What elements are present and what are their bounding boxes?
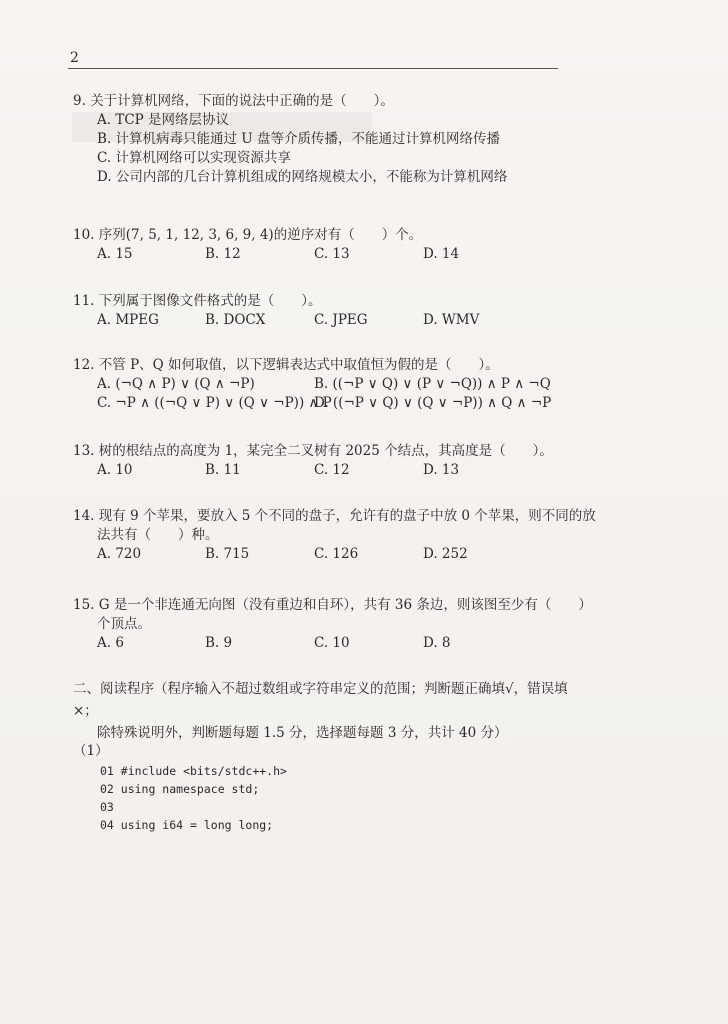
option-b: B. 11	[205, 462, 241, 478]
option-d: D. 8	[423, 635, 451, 651]
code-line: 03	[100, 800, 114, 814]
option-c: C. 计算机网络可以实现资源共享	[97, 150, 291, 166]
option-b: B. 9	[205, 635, 233, 651]
code-line: 01 #include <bits/stdc++.h>	[100, 764, 287, 778]
option-d: D. 公司内部的几台计算机组成的网络规模太小，不能称为计算机网络	[97, 169, 508, 185]
page-number: 2	[70, 50, 79, 66]
option-c: C. 126	[314, 546, 359, 562]
option-c: C. ¬P ∧ ((¬Q ∨ P) ∨ (Q ∨ ¬P)) ∧ P	[97, 395, 332, 411]
section-heading-line2: 除特殊说明外，判断题每题 1.5 分，选择题每题 3 分，共计 40 分）	[97, 725, 508, 741]
subsection-label: （1）	[73, 743, 109, 759]
question-stem: 12. 不管 P、Q 如何取值，以下逻辑表达式中取值恒为假的是（ ）。	[73, 357, 499, 373]
option-c: C. 12	[314, 462, 350, 478]
section-heading-line1: 二、阅读程序（程序输入不超过数组或字符串定义的范围；判断题正确填√，错误填×；	[73, 681, 568, 719]
option-c: C. 10	[314, 635, 350, 651]
option-a: A. 15	[97, 246, 133, 262]
option-a: A. 720	[97, 546, 142, 562]
question-10	[73, 226, 460, 264]
question-stem: 9. 关于计算机网络，下面的说法中正确的是（ ）。	[73, 93, 394, 109]
question-12	[73, 356, 552, 413]
question-stem: 11. 下列属于图像文件格式的是（ ）。	[73, 293, 322, 309]
option-b: B. 计算机病毒只能通过 U 盘等介质传播，不能通过计算机网络传播	[97, 131, 500, 147]
header-rule	[68, 68, 558, 69]
option-c: C. 13	[314, 246, 350, 262]
section-heading	[73, 678, 573, 744]
question-9	[73, 92, 507, 187]
option-b: B. 12	[205, 246, 241, 262]
question-stem: 14. 现有 9 个苹果，要放入 5 个不同的盘子，允许有的盘子中放 0 个苹果，则不同的放	[73, 508, 596, 524]
option-a: A. 6	[97, 635, 124, 651]
option-d: D. 252	[423, 546, 468, 562]
question-11	[73, 292, 480, 330]
question-13	[73, 442, 553, 480]
code-line: 04 using i64 = long long;	[100, 818, 274, 832]
question-stem-continued: 个顶点。	[97, 616, 151, 632]
option-d: D. ((¬P ∨ Q) ∨ (Q ∨ ¬P)) ∧ Q ∧ ¬P	[314, 395, 552, 411]
question-stem: 10. 序列(7, 5, 1, 12, 3, 6, 9, 4)的逆序对有（ ）个。	[73, 227, 423, 243]
option-b: B. 715	[205, 546, 250, 562]
option-a: A. 10	[97, 462, 133, 478]
option-d: D. 13	[423, 462, 460, 478]
option-c: C. JPEG	[314, 312, 368, 328]
question-stem-continued: 法共有（ ）种。	[97, 527, 219, 543]
option-d: D. 14	[423, 246, 460, 262]
option-a: A. (¬Q ∧ P) ∨ (Q ∧ ¬P)	[97, 376, 255, 392]
question-15	[73, 596, 592, 653]
option-a: A. MPEG	[97, 312, 159, 328]
option-d: D. WMV	[423, 312, 480, 328]
option-b: B. ((¬P ∨ Q) ∨ (P ∨ ¬Q)) ∧ P ∧ ¬Q	[314, 376, 551, 392]
option-b: B. DOCX	[205, 312, 266, 328]
question-stem: 13. 树的根结点的高度为 1，某完全二叉树有 2025 个结点，其高度是（ ）。	[73, 443, 553, 459]
question-14	[73, 507, 596, 564]
code-line: 02 using namespace std;	[100, 782, 260, 796]
code-block	[100, 762, 287, 834]
question-stem: 15. G 是一个非连通无向图（没有重边和自环），共有 36 条边，则该图至少有（ ）	[73, 597, 592, 613]
option-a: A. TCP 是网络层协议	[97, 112, 230, 128]
